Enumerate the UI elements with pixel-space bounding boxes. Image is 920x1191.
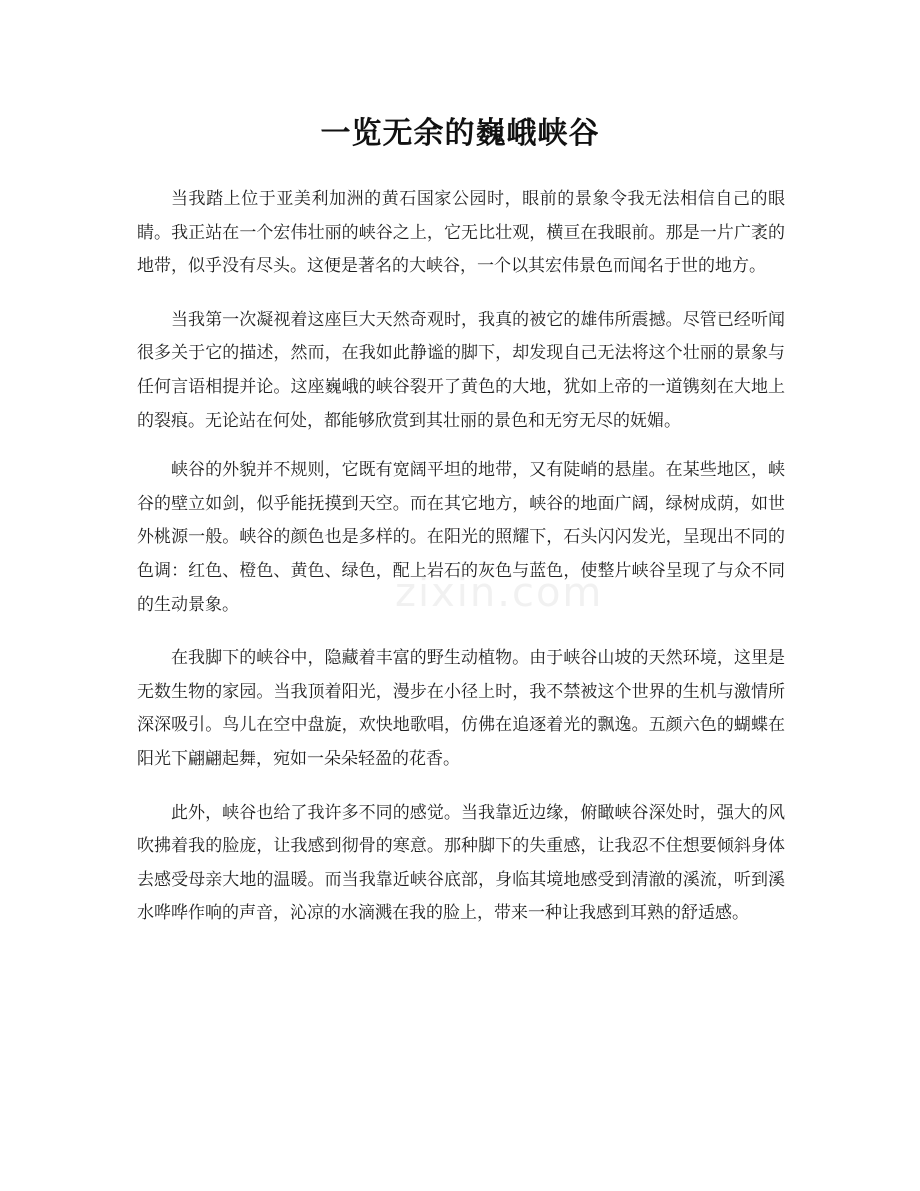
watermark: zixin.com bbox=[395, 570, 604, 616]
paragraph: 峡谷的外貌并不规则，它既有宽阔平坦的地带，又有陡峭的悬崖。在某些地区，峡谷的壁立如剑，似乎能抚摸到天空。而在其它地方，峡谷的地面广阔，绿树成荫，如世外桃源一般。峡谷的颜色也是多样的。在阳光的照耀下，石头闪闪发光，呈现出不同的色调：红色、橙色、黄色、绿色，配上岩石的灰色与蓝色，使整片峡谷呈现了与众不同的生动景象。 bbox=[137, 460, 785, 615]
paragraph: 在我脚下的峡谷中，隐藏着丰富的野生动植物。由于峡谷山坡的天然环境，这里是无数生物的家园。当我顶着阳光，漫步在小径上时，我不禁被这个世界的生机与激情所深深吸引。鸟儿在空中盘旋，欢快地歌唱，仿佛在追逐着光的飘逸。五颜六色的蝴蝶在阳光下翩翩起舞，宛如一朵朵轻盈的花香。 bbox=[137, 648, 785, 769]
paragraph: 当我踏上位于亚美利加洲的黄石国家公园时，眼前的景象令我无法相信自己的眼睛。我正站在一个宏伟壮丽的峡谷之上，它无比壮观，横亘在我眼前。那是一片广袤的地带，似乎没有尽头。这便是著名的大峡谷，一个以其宏伟景色而闻名于世的地方。 bbox=[137, 189, 785, 277]
paragraph: 当我第一次凝视着这座巨大天然奇观时，我真的被它的雄伟所震撼。尽管已经听闻很多关于它的描述，然而，在我如此静谧的脚下，却发现自己无法将这个壮丽的景象与任何言语相提并论。这座巍峨的峡谷裂开了黄色的大地，犹如上帝的一道镌刻在大地上的裂痕。无论站在何处，都能够欣赏到其壮丽的景色和无穷无尽的妩媚。 bbox=[137, 309, 785, 431]
document-body bbox=[137, 183, 785, 951]
paragraph: 此外，峡谷也给了我许多不同的感觉。当我靠近边缘，俯瞰峡谷深处时，强大的风吹拂着我的脸庞，让我感到彻骨的寒意。那种脚下的失重感，让我忍不住想要倾斜身体去感受母亲大地的温暖。而当我靠近峡谷底部，身临其境地感受到清澈的溪流，听到溪水哗哗作响的声音，沁凉的水滴溅在我的脸上，带来一种让我感到耳熟的舒适感。 bbox=[137, 802, 785, 924]
document-title: 一览无余的巍峨峡谷 bbox=[320, 116, 600, 151]
